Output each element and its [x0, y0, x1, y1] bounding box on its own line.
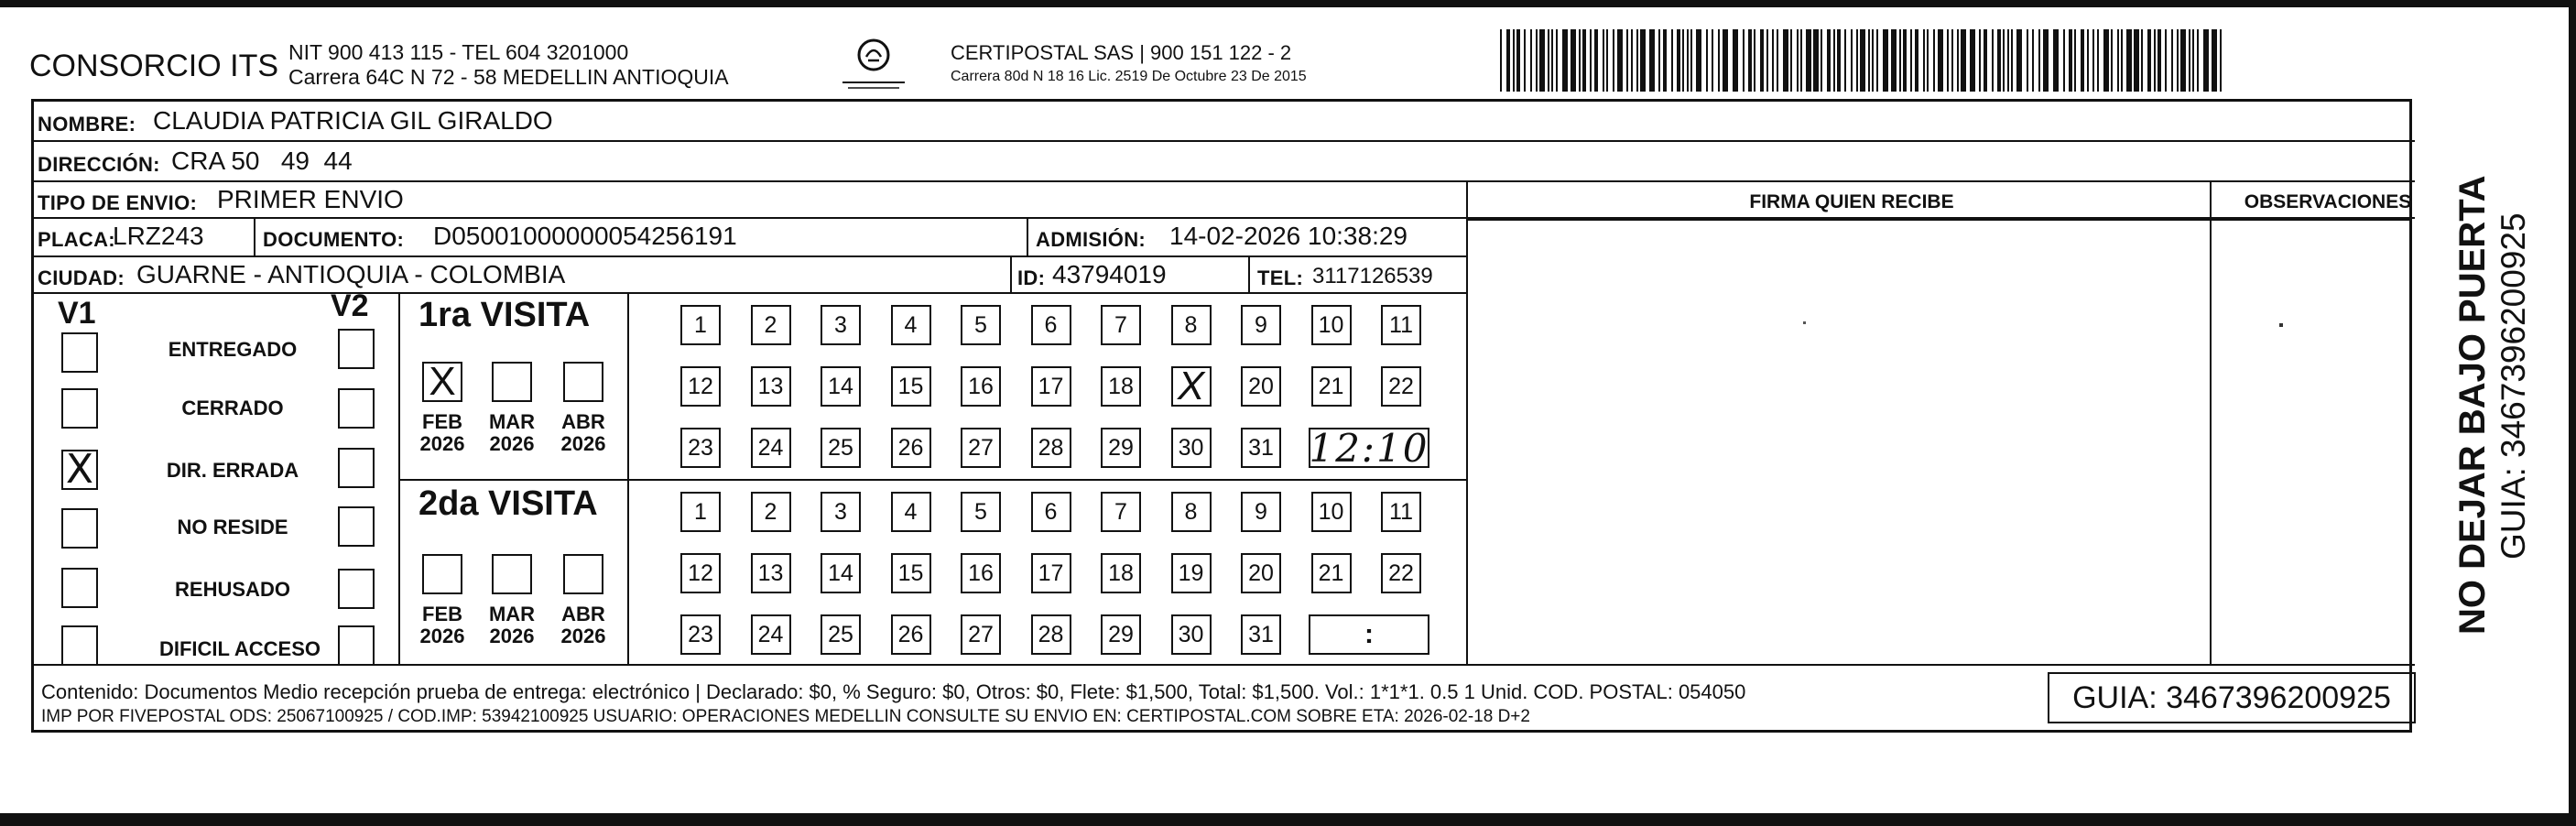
second-visit-day-8[interactable]: 8 [1171, 492, 1212, 532]
observaciones-header: OBSERVACIONES [2244, 191, 2412, 212]
divider [1010, 257, 1012, 294]
first-visit-day-3[interactable]: 3 [821, 305, 861, 345]
first-visit-day-15[interactable]: 15 [891, 366, 931, 407]
barcode-bar [2016, 29, 2022, 92]
first-visit-day-20[interactable]: 20 [1241, 366, 1281, 407]
barcode-bar [2141, 29, 2143, 92]
barcode-bar [2074, 29, 2076, 92]
barcode-bar [1813, 29, 1819, 92]
second-visit-month-label: ABR 2026 [560, 603, 606, 647]
barcode-bar [1766, 29, 1768, 92]
observation-area-speck [2279, 323, 2283, 327]
row-ciudad [34, 257, 1468, 294]
nombre-label: NOMBRE: [38, 113, 136, 136]
barcode-bar [1571, 29, 1576, 92]
barcode-bar [1933, 29, 1935, 92]
second-visit-day-23[interactable]: 23 [680, 614, 721, 655]
first-visit-day-11[interactable]: 11 [1381, 305, 1421, 345]
first-visit-day-21[interactable]: 21 [1311, 366, 1352, 407]
barcode-bar [1718, 29, 1720, 92]
observaciones-column-left-border [2210, 182, 2212, 664]
barcode-bar [2203, 29, 2209, 92]
checked-x-mark: X [65, 446, 94, 493]
first-visit-day-28[interactable]: 28 [1031, 428, 1071, 468]
barcode-bar [1797, 29, 1799, 92]
first-visit-day-2[interactable]: 2 [751, 305, 791, 345]
status-label-rehusado: REHUSADO [175, 578, 290, 601]
second-visit-month-label: FEB 2026 [419, 603, 465, 647]
second-visit-day-7[interactable]: 7 [1101, 492, 1141, 532]
barcode-bar [1992, 29, 1994, 92]
first-visit-day-25[interactable]: 25 [821, 428, 861, 468]
first-visit-day-14[interactable]: 14 [821, 366, 861, 407]
id-value: 43794019 [1052, 260, 1167, 288]
second-visit-time[interactable]: : [1309, 614, 1429, 655]
barcode-bar [1617, 29, 1623, 92]
first-visit-day-24[interactable]: 24 [751, 428, 791, 468]
barcode-bar [1903, 29, 1907, 92]
barcode-bar [1631, 29, 1633, 92]
ciudad-value: GUARNE - ANTIOQUIA - COLOMBIA [136, 260, 566, 288]
tel-value: 3117126539 [1312, 264, 1433, 288]
second-visit-day-27[interactable]: 27 [961, 614, 1001, 655]
barcode-bar [1868, 29, 1870, 92]
status-label-no-reside: NO RESIDE [177, 516, 288, 538]
barcode-bar [1649, 29, 1655, 92]
second-visit-day-9[interactable]: 9 [1241, 492, 1281, 532]
first-visit-day-12[interactable]: 12 [680, 366, 721, 407]
barcode-bar [1658, 29, 1660, 92]
barcode-bar [1876, 29, 1878, 92]
second-visit-day-28[interactable]: 28 [1031, 614, 1071, 655]
guia-number: GUIA: 3467396200925 [2048, 672, 2416, 723]
barcode-bar [2180, 29, 2186, 92]
barcode-bar [2069, 29, 2072, 92]
barcode-bar [1671, 29, 1673, 92]
barcode-bar [1603, 29, 1604, 92]
barcode-bar [2038, 29, 2040, 92]
barcode-bar [1690, 29, 1692, 92]
divider [1248, 257, 1250, 294]
barcode-bar [2111, 29, 2113, 92]
barcode-bar [2220, 29, 2222, 92]
second-visit-day-18[interactable]: 18 [1101, 553, 1141, 593]
barcode-bar [1800, 29, 1802, 92]
barcode-bar [1743, 29, 1745, 92]
second-visit-day-10[interactable]: 10 [1311, 492, 1352, 532]
first-visit-title: 1ra VISITA [418, 296, 591, 334]
barcode-bar [2165, 29, 2167, 92]
v2-header: V2 [331, 288, 369, 323]
scan-edge-right [2569, 0, 2576, 826]
barcode-bar [1860, 29, 1865, 92]
first-visit-day-x-mark: X [1177, 364, 1205, 408]
barcode-bar [1551, 29, 1553, 92]
nombre-value: CLAUDIA PATRICIA GIL GIRALDO [153, 106, 553, 135]
barcode-bar [1777, 29, 1778, 92]
barcode-bar [1872, 29, 1874, 92]
v2-checkbox-dir-errada[interactable] [338, 448, 375, 488]
barcode-bar [2043, 29, 2049, 92]
v2-checkbox-rehusado[interactable] [338, 569, 375, 609]
barcode-bar [1677, 29, 1680, 92]
barcode-bar [1947, 29, 1949, 92]
barcode-bar [1783, 29, 1788, 92]
barcode-bar [2212, 29, 2217, 92]
barcode-bar [2117, 29, 2119, 92]
barcode-bar [1606, 29, 1608, 92]
second-visit-day-13[interactable]: 13 [751, 553, 791, 593]
barcode-bar [1984, 29, 1987, 92]
second-visit-day-25[interactable]: 25 [821, 614, 861, 655]
barcode-bar [1579, 29, 1581, 92]
first-visit-day-10[interactable]: 10 [1311, 305, 1352, 345]
v1-checkbox-entregado[interactable] [61, 332, 98, 373]
second-visit-day-22[interactable]: 22 [1381, 553, 1421, 593]
barcode-bar [2121, 29, 2123, 92]
first-visit-day-26[interactable]: 26 [891, 428, 931, 468]
second-visit-day-12[interactable]: 12 [680, 553, 721, 593]
v1-checkbox-dir-errada[interactable] [61, 446, 98, 493]
footer-print-info: IMP POR FIVEPOSTAL ODS: 25067100925 / COD.IMP: 53942100925 USUARIO: OPERACIONES MEDELLIN CONSULTE SU ENVIO EN: CERTIPOSTAL.COM SOBRE ETA: 2026-02-18 D+2 [41, 707, 1530, 726]
first-visit-day-19[interactable] [1171, 366, 1212, 407]
tipo-envio-label: TIPO DE ENVIO: [38, 191, 198, 214]
barcode-bar [1613, 29, 1614, 92]
v2-checkbox-cerrado[interactable] [338, 388, 375, 429]
certipostal-logo-icon [835, 37, 912, 93]
barcode-bar [1851, 29, 1853, 92]
row-placa [34, 219, 1468, 257]
barcode-bar [2007, 29, 2009, 92]
second-visit-day-16[interactable]: 16 [961, 553, 1001, 593]
direccion-value: CRA 50 49 44 [171, 147, 353, 175]
documento-value: D05001000000054256191 [433, 222, 737, 250]
second-visit-title: 2da VISITA [418, 484, 598, 523]
first-visit-time[interactable]: 12:10 [1309, 425, 1429, 471]
second-visit-mar-box[interactable] [492, 554, 532, 594]
first-visit-month-label: FEB 2026 [419, 410, 465, 455]
v1-checkbox-dificil-acceso[interactable] [61, 625, 98, 666]
tel-label: TEL: [1257, 266, 1304, 289]
barcode-bar [2027, 29, 2028, 92]
second-visit-day-4[interactable]: 4 [891, 492, 931, 532]
side-panel [2416, 99, 2532, 648]
second-visit-day-26[interactable]: 26 [891, 614, 931, 655]
barcode-bar [2003, 29, 2005, 92]
second-visit-day-30[interactable]: 30 [1171, 614, 1212, 655]
second-visit-day-21[interactable]: 21 [1311, 553, 1352, 593]
second-visit-day-3[interactable]: 3 [821, 492, 861, 532]
first-visit-day-30[interactable]: 30 [1171, 428, 1212, 468]
header-underline [1466, 219, 2409, 221]
barcode-bar [2053, 29, 2059, 92]
barcode-bar [1582, 29, 1586, 92]
scan-edge-top [0, 0, 2576, 7]
barcode-bar [1827, 29, 1831, 92]
barcode-bar [1626, 29, 1628, 92]
id-label: ID: [1017, 266, 1046, 289]
barcode-bar [2177, 29, 2179, 92]
first-visit-day-13[interactable]: 13 [751, 366, 791, 407]
first-visit-day-5[interactable]: 5 [961, 305, 1001, 345]
first-visit-day-1[interactable]: 1 [680, 305, 721, 345]
placa-label: PLACA: [38, 228, 115, 251]
barcode-bar [1516, 29, 1520, 92]
first-visit-day-6[interactable]: 6 [1031, 305, 1071, 345]
barcode-bar [1506, 29, 1510, 92]
admision-label: ADMISIÓN: [1036, 228, 1147, 251]
barcode-bar [1837, 29, 1841, 92]
barcode-bar [1957, 29, 1959, 92]
barcode-bar [1951, 29, 1953, 92]
barcode-bar [1806, 29, 1811, 92]
first-visit-day-23[interactable]: 23 [680, 428, 721, 468]
v1-checkbox-no-reside[interactable] [61, 508, 98, 549]
barcode-bar [1562, 29, 1568, 92]
row-tipo-envio [34, 182, 2415, 219]
divider [1027, 219, 1028, 257]
second-visit-month-label: MAR 2026 [488, 603, 536, 647]
visit-separator [398, 479, 1466, 481]
v1-checkbox-cerrado[interactable] [61, 388, 98, 429]
firma-header: FIRMA QUIEN RECIBE [1749, 191, 1954, 212]
v1-checkbox-rehusado[interactable] [61, 568, 98, 608]
certipostal-company: CERTIPOSTAL SAS | 900 151 122 - 2 [951, 41, 1292, 64]
company-nit-tel: NIT 900 413 115 - TEL 604 3201000 [288, 40, 629, 64]
barcode-bar [1663, 29, 1667, 92]
barcode-bar [1938, 29, 1943, 92]
barcode-bar [1682, 29, 1684, 92]
first-visit-month-label: MAR 2026 [488, 410, 536, 455]
barcode-bar [2158, 29, 2161, 92]
status-label-entregado: ENTREGADO [168, 338, 298, 361]
first-visit-day-16[interactable]: 16 [961, 366, 1001, 407]
company-address: Carrera 64C N 72 - 58 MEDELLIN ANTIOQUIA [288, 65, 729, 89]
second-visit-day-29[interactable]: 29 [1101, 614, 1141, 655]
barcode-bar [1910, 29, 1912, 92]
barcode-bar [1833, 29, 1835, 92]
barcode-bar [2154, 29, 2156, 92]
ciudad-label: CIUDAD: [38, 266, 125, 289]
first-visit-day-17[interactable]: 17 [1031, 366, 1071, 407]
v2-checkbox-dificil-acceso[interactable] [338, 625, 375, 666]
barcode-bar [1915, 29, 1918, 92]
barcode-bar [2032, 29, 2034, 92]
barcode-bar [2081, 29, 2084, 92]
barcode-bar [1636, 29, 1638, 92]
barcode-bar [2192, 29, 2194, 92]
first-visit-abr-box[interactable] [563, 362, 603, 402]
certipostal-license: Carrera 80d N 18 16 Lic. 2519 De Octubre 23 De 2015 [951, 69, 1307, 84]
barcode-bar [1500, 29, 1502, 92]
barcode-bar [1548, 29, 1549, 92]
first-visit-day-7[interactable]: 7 [1101, 305, 1141, 345]
status-label-dir-errada: DIR. ERRADA [166, 459, 299, 482]
second-visit-day-19[interactable]: 19 [1171, 553, 1212, 593]
barcode-bar [2063, 29, 2065, 92]
barcode-bar [2087, 29, 2089, 92]
first-visit-mar-box[interactable] [492, 362, 532, 402]
barcode-bar [1590, 29, 1592, 92]
barcode-bar [1772, 29, 1774, 92]
first-visit-day-29[interactable]: 29 [1101, 428, 1141, 468]
second-visit-day-11[interactable]: 11 [1381, 492, 1421, 532]
barcode-bar [1748, 29, 1752, 92]
barcode-bar [1961, 29, 1966, 92]
barcode-bar [1979, 29, 1981, 92]
v1-header: V1 [58, 296, 96, 331]
footer-separator [34, 664, 2415, 666]
placa-value: LRZ243 [113, 222, 204, 250]
barcode-bar [1760, 29, 1764, 92]
barcode-bar [1927, 29, 1929, 92]
barcode-bar [2092, 29, 2094, 92]
signature-area-speck [1803, 321, 1806, 324]
barcode-bar [1594, 29, 1598, 92]
row-direccion [34, 142, 2415, 182]
barcode-bar [1844, 29, 1846, 92]
first-visit-day-4[interactable]: 4 [891, 305, 931, 345]
first-visit-day-8[interactable]: 8 [1171, 305, 1212, 345]
warning-no-dejar-bajo-puerta: NO DEJAR BAJO PUERTA [2452, 175, 2493, 635]
barcode-bar [1696, 29, 1701, 92]
second-visit-day-20[interactable]: 20 [1241, 553, 1281, 593]
second-visit-day-17[interactable]: 17 [1031, 553, 1071, 593]
barcode-bar [2189, 29, 2190, 92]
barcode-bar [2126, 29, 2132, 92]
documento-label: DOCUMENTO: [263, 228, 405, 251]
barcode-bar [1856, 29, 1858, 92]
second-visit-day-31[interactable]: 31 [1241, 614, 1281, 655]
second-visit-day-14[interactable]: 14 [821, 553, 861, 593]
second-visit-day-1[interactable]: 1 [680, 492, 721, 532]
second-visit-day-15[interactable]: 15 [891, 553, 931, 593]
v2-checkbox-entregado[interactable] [338, 329, 375, 369]
second-visit-day-24[interactable]: 24 [751, 614, 791, 655]
direccion-label: DIRECCIÓN: [38, 153, 160, 176]
row-nombre [34, 102, 2415, 142]
barcode-bar [1970, 29, 1975, 92]
tipo-envio-value: PRIMER ENVIO [217, 185, 404, 213]
barcode-bar [1539, 29, 1545, 92]
barcode-bar [1891, 29, 1897, 92]
first-visit-day-18[interactable]: 18 [1101, 366, 1141, 407]
first-visit-day-9[interactable]: 9 [1241, 305, 1281, 345]
v2-checkbox-no-reside[interactable] [338, 506, 375, 547]
barcode-bar [1733, 29, 1738, 92]
footer-contents: Contenido: Documentos Medio recepción prueba de entrega: electrónico | Declarado: $0, % Seguro: $0, Otros: $0, Flete: $1,500, Total: $1,500. Vol.: 1*1*1. 0.5 1 Unid. COD. POSTAL: 054050 [41, 680, 1746, 703]
barcode-bar [1536, 29, 1538, 92]
barcode-bar [1513, 29, 1515, 92]
barcode-bar [1706, 29, 1708, 92]
scan-edge-bottom [0, 813, 2576, 826]
barcode-bar [1640, 29, 1646, 92]
status-label-cerrado: CERRADO [181, 397, 284, 419]
barcode-bar [1923, 29, 1925, 92]
second-visit-abr-box[interactable] [563, 554, 603, 594]
barcode [1500, 29, 2233, 92]
barcode-bar [1997, 29, 2001, 92]
barcode-bar [1556, 29, 1558, 92]
barcode-bar [2171, 29, 2173, 92]
barcode-bar [1790, 29, 1792, 92]
side-guia-number: GUIA: 3467396200925 [2494, 212, 2532, 560]
second-visit-feb-box[interactable] [422, 554, 462, 594]
barcode-bar [2197, 29, 2199, 92]
second-visit-day-6[interactable]: 6 [1031, 492, 1071, 532]
second-visit-day-5[interactable]: 5 [961, 492, 1001, 532]
status-label-dificil-acceso: DIFICIL ACCESO [158, 637, 321, 660]
barcode-bar [2011, 29, 2013, 92]
barcode-bar [2103, 29, 2109, 92]
first-visit-feb-x-mark: X [429, 359, 456, 404]
divider [254, 219, 255, 257]
barcode-bar [1530, 29, 1532, 92]
barcode-bar [1821, 29, 1822, 92]
first-visit-day-31[interactable]: 31 [1241, 428, 1281, 468]
first-visit-feb-box[interactable] [422, 359, 462, 404]
first-visit-day-22[interactable]: 22 [1381, 366, 1421, 407]
brand-name: CONSORCIO ITS [29, 49, 279, 83]
barcode-bar [2097, 29, 2099, 92]
barcode-bar [1723, 29, 1728, 92]
barcode-bar [1524, 29, 1526, 92]
firma-column-left-border [1466, 182, 1468, 664]
barcode-bar [1883, 29, 1888, 92]
barcode-bar [2147, 29, 2151, 92]
second-visit-day-2[interactable]: 2 [751, 492, 791, 532]
delivery-form [31, 99, 2412, 733]
barcode-bar [1899, 29, 1901, 92]
barcode-bar [1712, 29, 1713, 92]
barcode-bar [2134, 29, 2139, 92]
barcode-bar [1687, 29, 1689, 92]
first-visit-month-label: ABR 2026 [560, 410, 606, 455]
barcode-bar [1754, 29, 1755, 92]
first-visit-day-27[interactable]: 27 [961, 428, 1001, 468]
admision-value: 14-02-2026 10:38:29 [1169, 222, 1408, 250]
